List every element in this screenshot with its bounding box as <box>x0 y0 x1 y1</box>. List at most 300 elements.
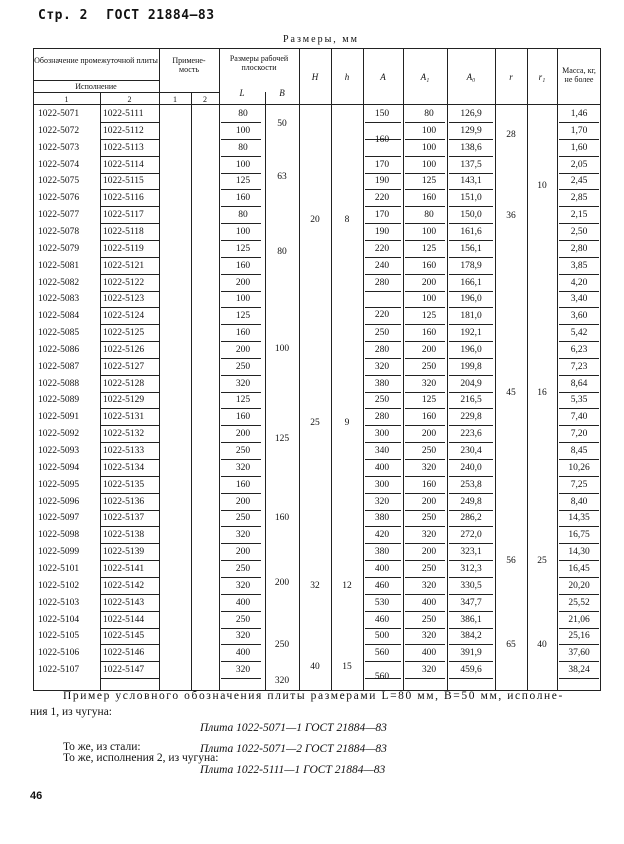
row-rule <box>365 173 401 174</box>
table-cell-A1: 100 <box>421 142 437 153</box>
row-rule <box>100 189 159 190</box>
row-rule <box>100 611 159 612</box>
table-cell-A1: 125 <box>421 311 437 322</box>
row-rule <box>100 678 159 679</box>
row-rule <box>221 156 261 157</box>
row-rule <box>221 375 261 376</box>
table-cell-m: 7,23 <box>570 361 588 372</box>
row-rule <box>221 257 261 258</box>
row-rule <box>365 223 401 224</box>
row-rule <box>221 678 261 679</box>
merged-cell: 40 <box>310 662 320 672</box>
row-rule <box>559 611 599 612</box>
row-rule <box>559 240 599 241</box>
r1-header: r₁ <box>538 72 546 82</box>
row-rule <box>221 594 261 595</box>
example-steel: То же, из стали: <box>63 741 141 753</box>
row-rule <box>449 493 493 494</box>
table-cell-A0: 330,5 <box>460 580 482 591</box>
table-cell-A0: 347,7 <box>460 597 482 608</box>
table-cell-L: 160 <box>235 412 251 423</box>
table-cell-d2: 1022-5142 <box>103 580 145 591</box>
row-rule <box>221 341 261 342</box>
table-cell-m: 2,45 <box>570 176 588 187</box>
table-cell-A1: 80 <box>424 210 434 221</box>
table-cell-A: 300 <box>374 479 390 490</box>
row-rule <box>100 307 159 308</box>
row-rule <box>365 628 401 629</box>
row-rule <box>221 425 261 426</box>
table-cell-A0: 459,6 <box>460 665 482 676</box>
row-rule <box>221 577 261 578</box>
row-rule <box>221 661 261 662</box>
dimensions-caption: Размеры, мм <box>283 34 359 45</box>
merged-cell: 560 <box>374 672 390 682</box>
table-cell-d2: 1022-5133 <box>103 446 145 456</box>
table-cell-d1: 1022-5089 <box>38 395 80 406</box>
row-rule <box>405 442 445 443</box>
table-cell-m: 7,40 <box>570 412 588 423</box>
table-cell-d1: 1022-5103 <box>38 597 80 608</box>
table-cell-L: 80 <box>238 142 248 153</box>
row-rule <box>221 291 261 292</box>
table-cell-d2: 1022-5135 <box>103 479 145 490</box>
table-cell-d1: 1022-5079 <box>38 243 80 254</box>
row-rule <box>365 392 401 393</box>
row-rule <box>449 341 493 342</box>
table-cell-A0: 286,2 <box>460 513 482 524</box>
table-cell-d2: 1022-5119 <box>103 243 144 254</box>
table-cell-m: 5,35 <box>570 395 588 406</box>
row-rule <box>100 156 159 157</box>
row-rule <box>365 206 401 207</box>
row-rule <box>559 644 599 645</box>
table-cell-m: 16,45 <box>568 563 590 574</box>
table-cell-d1: 1022-5087 <box>38 361 80 372</box>
row-rule <box>559 510 599 511</box>
table-cell-d2: 1022-5124 <box>103 311 145 322</box>
table-cell-m: 3,40 <box>570 294 588 305</box>
row-rule <box>559 257 599 258</box>
table-cell-L: 160 <box>235 328 251 339</box>
app-1-header: 1 <box>173 95 177 104</box>
merged-cell: 65 <box>506 640 516 650</box>
row-rule <box>405 324 445 325</box>
table-cell-A1: 320 <box>421 462 437 473</box>
row-rule <box>449 594 493 595</box>
row-rule <box>100 493 159 494</box>
table-cell-A <box>365 293 399 306</box>
row-rule <box>449 442 493 443</box>
exec-1-header: 1 <box>64 95 69 104</box>
table-cell-d2: 1022-5145 <box>103 631 145 642</box>
table-cell-A0: 126,9 <box>460 109 482 119</box>
table-cell-m: 25,52 <box>568 597 590 608</box>
row-rule <box>405 543 445 544</box>
row-rule <box>449 274 493 275</box>
row-rule <box>449 628 493 629</box>
table-cell-A: 300 <box>374 429 390 440</box>
row-rule <box>365 594 401 595</box>
row-rule <box>405 206 445 207</box>
table-cell-m: 8,64 <box>570 378 588 389</box>
merged-cell: 12 <box>342 581 352 591</box>
row-rule <box>365 307 401 308</box>
row-rule <box>100 442 159 443</box>
row-rule <box>449 611 493 612</box>
merged-cell: 20 <box>310 215 320 225</box>
table-cell-A0: 129,9 <box>460 125 482 136</box>
row-rule <box>100 291 159 292</box>
table-cell-L: 250 <box>235 361 251 372</box>
row-rule <box>221 560 261 561</box>
row-rule <box>365 493 401 494</box>
row-rule <box>221 274 261 275</box>
row-rule <box>100 425 159 426</box>
L-header: L <box>239 88 245 98</box>
merged-cell: 100 <box>274 344 290 354</box>
row-rule <box>405 375 445 376</box>
row-rule <box>405 392 445 393</box>
table-cell-d1: 1022-5084 <box>38 311 80 322</box>
table-cell-d1: 1022-5101 <box>38 563 80 574</box>
table-cell-L: 100 <box>235 226 251 237</box>
row-rule <box>100 628 159 629</box>
table-cell-L: 200 <box>235 496 251 507</box>
table-cell-d1: 1022-5096 <box>38 496 80 507</box>
row-rule <box>405 425 445 426</box>
row-rule <box>559 628 599 629</box>
table-cell-L: 160 <box>235 193 251 204</box>
table-cell-A1: 250 <box>421 614 437 625</box>
page-label: Стр. 2 <box>38 8 88 23</box>
table-cell-m: 3,85 <box>570 260 588 271</box>
table-cell-L: 200 <box>235 547 251 558</box>
merged-cell: 32 <box>310 581 320 591</box>
table-cell-A0: 138,6 <box>460 142 482 153</box>
merged-cell: 25 <box>537 556 547 566</box>
example-intro-cont: ния 1, из чугуна: <box>30 706 112 718</box>
row-rule <box>365 375 401 376</box>
row-rule <box>365 324 401 325</box>
table-cell-d1: 1022-5076 <box>38 193 80 204</box>
A-header: A <box>380 72 386 82</box>
table-cell-A1: 125 <box>421 395 437 406</box>
table-cell-A1: 160 <box>421 479 437 490</box>
table-cell-A0: 386,1 <box>460 614 482 625</box>
table-cell-A1: 320 <box>421 580 437 591</box>
table-cell-m: 21,06 <box>568 614 590 625</box>
row-rule <box>405 156 445 157</box>
row-rule <box>221 408 261 409</box>
table-cell-d1: 1022-5107 <box>38 665 80 676</box>
merged-cell: 25 <box>310 418 320 428</box>
row-rule <box>559 493 599 494</box>
table-cell-d1: 1022-5098 <box>38 530 80 541</box>
table-cell-d1: 1022-5106 <box>38 648 80 659</box>
table-cell-A1: 125 <box>421 176 437 187</box>
table-cell-A1: 200 <box>421 277 437 288</box>
table-cell-d2: 1022-5143 <box>103 597 145 608</box>
table-cell-A1: 320 <box>421 378 437 389</box>
example-intro: Пример условного обозначения плиты размерами L=80 мм, B=50 мм, исполне- <box>63 690 564 702</box>
merged-cell: 9 <box>344 418 350 428</box>
table-cell-d1: 1022-5088 <box>38 378 80 389</box>
row-rule <box>100 341 159 342</box>
row-rule <box>559 459 599 460</box>
table-cell-d2: 1022-5127 <box>103 361 145 372</box>
execution-header: Исполнение <box>75 82 117 91</box>
table-cell-A0: 216,5 <box>460 395 482 406</box>
row-rule <box>449 510 493 511</box>
row-rule <box>100 375 159 376</box>
table-cell-A0: 229,8 <box>460 412 482 423</box>
row-rule <box>449 543 493 544</box>
row-rule <box>405 173 445 174</box>
table-cell-d2: 1022-5137 <box>103 513 145 524</box>
row-rule <box>100 358 159 359</box>
table-cell-A: 170 <box>374 210 390 221</box>
table-cell-m: 14,30 <box>568 547 590 558</box>
table-cell-d2: 1022-5131 <box>103 412 145 423</box>
table-cell-L: 125 <box>235 395 251 406</box>
table-cell-A0: 223,6 <box>460 429 482 440</box>
table-cell-m: 1,70 <box>570 125 588 136</box>
table-cell-d2: 1022-5117 <box>103 210 144 221</box>
dimensions-table <box>33 48 601 690</box>
row-rule <box>100 139 159 140</box>
table-cell-d1: 1022-5104 <box>38 614 80 625</box>
row-rule <box>365 442 401 443</box>
table-cell-L: 250 <box>235 563 251 574</box>
row-rule <box>365 476 401 477</box>
table-cell-A: 500 <box>374 631 390 642</box>
table-cell-m: 10,26 <box>568 462 590 473</box>
row-rule <box>559 139 599 140</box>
row-rule <box>449 206 493 207</box>
table-cell-A1: 100 <box>421 294 437 305</box>
table-cell-d2: 1022-5123 <box>103 294 145 305</box>
table-cell-A0: 178,9 <box>460 260 482 271</box>
row-rule <box>100 459 159 460</box>
table-cell-A0: 166,1 <box>460 277 482 288</box>
row-rule <box>559 274 599 275</box>
table-cell-d2: 1022-5114 <box>103 159 144 170</box>
row-rule <box>559 661 599 662</box>
row-rule <box>449 678 493 679</box>
row-rule <box>100 560 159 561</box>
table-cell-m: 7,20 <box>570 429 588 440</box>
row-rule <box>365 341 401 342</box>
table-cell-d1: 1022-5071 <box>38 109 80 119</box>
table-cell-d1: 1022-5082 <box>38 277 80 288</box>
table-cell-L: 250 <box>235 614 251 625</box>
row-rule <box>365 291 401 292</box>
row-rule <box>221 206 261 207</box>
table-cell-A: 400 <box>374 563 390 574</box>
table-cell-m: 2,15 <box>570 210 588 221</box>
table-cell-m: 5,42 <box>570 328 588 339</box>
row-rule <box>405 611 445 612</box>
table-cell-A0: 151,0 <box>460 193 482 204</box>
table-cell-d1: 1022-5105 <box>38 631 80 642</box>
table-cell-A1: 100 <box>421 226 437 237</box>
row-rule <box>365 425 401 426</box>
table-cell-A1: 160 <box>421 193 437 204</box>
row-rule <box>449 375 493 376</box>
table-cell-L: 100 <box>235 125 251 136</box>
table-cell-A0: 272,0 <box>460 530 482 541</box>
row-rule <box>559 526 599 527</box>
table-cell-A: 420 <box>374 530 390 541</box>
example-code-2: Плита 1022-5071—2 ГОСТ 21884—83 <box>200 743 387 755</box>
table-cell-L: 400 <box>235 597 251 608</box>
table-cell-m: 20,20 <box>568 580 590 591</box>
merged-cell: 320 <box>274 676 290 686</box>
table-cell-m: 16,75 <box>568 530 590 541</box>
table-cell-A: 250 <box>374 328 390 339</box>
merged-cell: 80 <box>277 247 287 257</box>
row-rule <box>221 223 261 224</box>
table-cell-L: 125 <box>235 311 251 322</box>
row-rule <box>449 257 493 258</box>
table-cell-d2: 1022-5122 <box>103 277 145 288</box>
table-cell-d2: 1022-5128 <box>103 378 145 389</box>
merged-cell: 63 <box>277 172 287 182</box>
table-cell-d1: 1022-5081 <box>38 260 80 271</box>
H-header: H <box>311 72 319 82</box>
row-rule <box>365 274 401 275</box>
r-header: r <box>509 72 513 82</box>
table-cell-d2: 1022-5134 <box>103 462 145 473</box>
row-rule <box>559 307 599 308</box>
row-rule <box>405 661 445 662</box>
row-rule <box>449 644 493 645</box>
row-rule <box>405 257 445 258</box>
table-cell-d2: 1022-5138 <box>103 530 145 541</box>
table-cell-A1: 125 <box>421 243 437 254</box>
table-cell-A1: 250 <box>421 446 437 456</box>
row-rule <box>221 122 261 123</box>
row-rule <box>449 577 493 578</box>
merged-cell: 50 <box>277 119 287 129</box>
standard-code: ГОСТ 21884—83 <box>106 8 215 23</box>
row-rule <box>449 459 493 460</box>
row-rule <box>221 442 261 443</box>
table-cell-A0: 199,8 <box>460 361 482 372</box>
row-rule <box>449 526 493 527</box>
row-rule <box>405 628 445 629</box>
table-cell-L: 320 <box>235 462 251 473</box>
row-rule <box>405 358 445 359</box>
row-rule <box>100 206 159 207</box>
table-cell-A0: 240,0 <box>460 462 482 473</box>
row-rule <box>559 324 599 325</box>
designation-header: Обозначение промежуточной плиты <box>34 56 158 65</box>
table-cell-L: 200 <box>235 277 251 288</box>
row-rule <box>221 476 261 477</box>
table-cell-m: 1,46 <box>570 109 588 119</box>
row-rule <box>559 156 599 157</box>
table-cell-A: 280 <box>374 277 390 288</box>
row-rule <box>221 628 261 629</box>
row-rule <box>449 240 493 241</box>
row-rule <box>405 510 445 511</box>
row-rule <box>365 611 401 612</box>
table-cell-A0: 137,5 <box>460 159 482 170</box>
row-rule <box>365 122 401 123</box>
table-cell-A1: 250 <box>421 513 437 524</box>
table-cell-A1: 250 <box>421 361 437 372</box>
row-rule <box>449 139 493 140</box>
row-rule <box>221 510 261 511</box>
table-cell-L: 320 <box>235 631 251 642</box>
table-cell-A: 380 <box>374 547 390 558</box>
example-code-3: Плита 1022-5111—1 ГОСТ 21884—83 <box>200 764 386 776</box>
table-cell-A0: 196,0 <box>460 294 482 305</box>
table-cell-d2: 1022-5141 <box>103 563 145 574</box>
row-rule <box>100 526 159 527</box>
table-cell-d2: 1022-5125 <box>103 328 145 339</box>
row-rule <box>449 408 493 409</box>
table-cell-A: 280 <box>374 344 390 355</box>
table-cell-d2: 1022-5113 <box>103 142 144 153</box>
row-rule <box>559 577 599 578</box>
merged-cell: 56 <box>506 556 516 566</box>
row-rule <box>405 189 445 190</box>
row-rule <box>405 560 445 561</box>
row-rule <box>365 156 401 157</box>
row-rule <box>100 577 159 578</box>
table-cell-A1: 200 <box>421 429 437 440</box>
table-cell-d2: 1022-5129 <box>103 395 145 406</box>
table-cell-A: 530 <box>374 597 390 608</box>
table-cell-A0: 391,9 <box>460 648 482 659</box>
merged-cell: 45 <box>506 388 516 398</box>
page-header <box>38 8 225 23</box>
table-cell-A0: 196,0 <box>460 344 482 355</box>
table-cell-d1: 1022-5093 <box>38 446 80 456</box>
table-cell-A: 280 <box>374 412 390 423</box>
table-cell-d2: 1022-5136 <box>103 496 145 507</box>
table-cell-d1: 1022-5074 <box>38 159 80 170</box>
row-rule <box>449 291 493 292</box>
row-rule <box>405 240 445 241</box>
table-cell-m: 37,60 <box>568 648 590 659</box>
table-cell-A0: 384,2 <box>460 631 482 642</box>
merged-cell: 36 <box>506 211 516 221</box>
merged-cell: 200 <box>274 578 290 588</box>
row-rule <box>405 274 445 275</box>
table-cell-A: 190 <box>374 176 390 187</box>
table-cell-d2: 1022-5139 <box>103 547 145 558</box>
table-cell-L: 100 <box>235 159 251 170</box>
merged-cell: 220 <box>374 310 390 320</box>
row-rule <box>559 223 599 224</box>
row-rule <box>559 189 599 190</box>
row-rule <box>559 375 599 376</box>
table-cell-A: 250 <box>374 395 390 406</box>
page-number: 46 <box>30 790 43 802</box>
row-rule <box>405 526 445 527</box>
row-rule <box>100 543 159 544</box>
row-rule <box>100 173 159 174</box>
row-rule <box>449 156 493 157</box>
table-cell-A0: 150,0 <box>460 210 482 221</box>
row-rule <box>221 611 261 612</box>
row-rule <box>559 341 599 342</box>
table-cell-L: 200 <box>235 344 251 355</box>
